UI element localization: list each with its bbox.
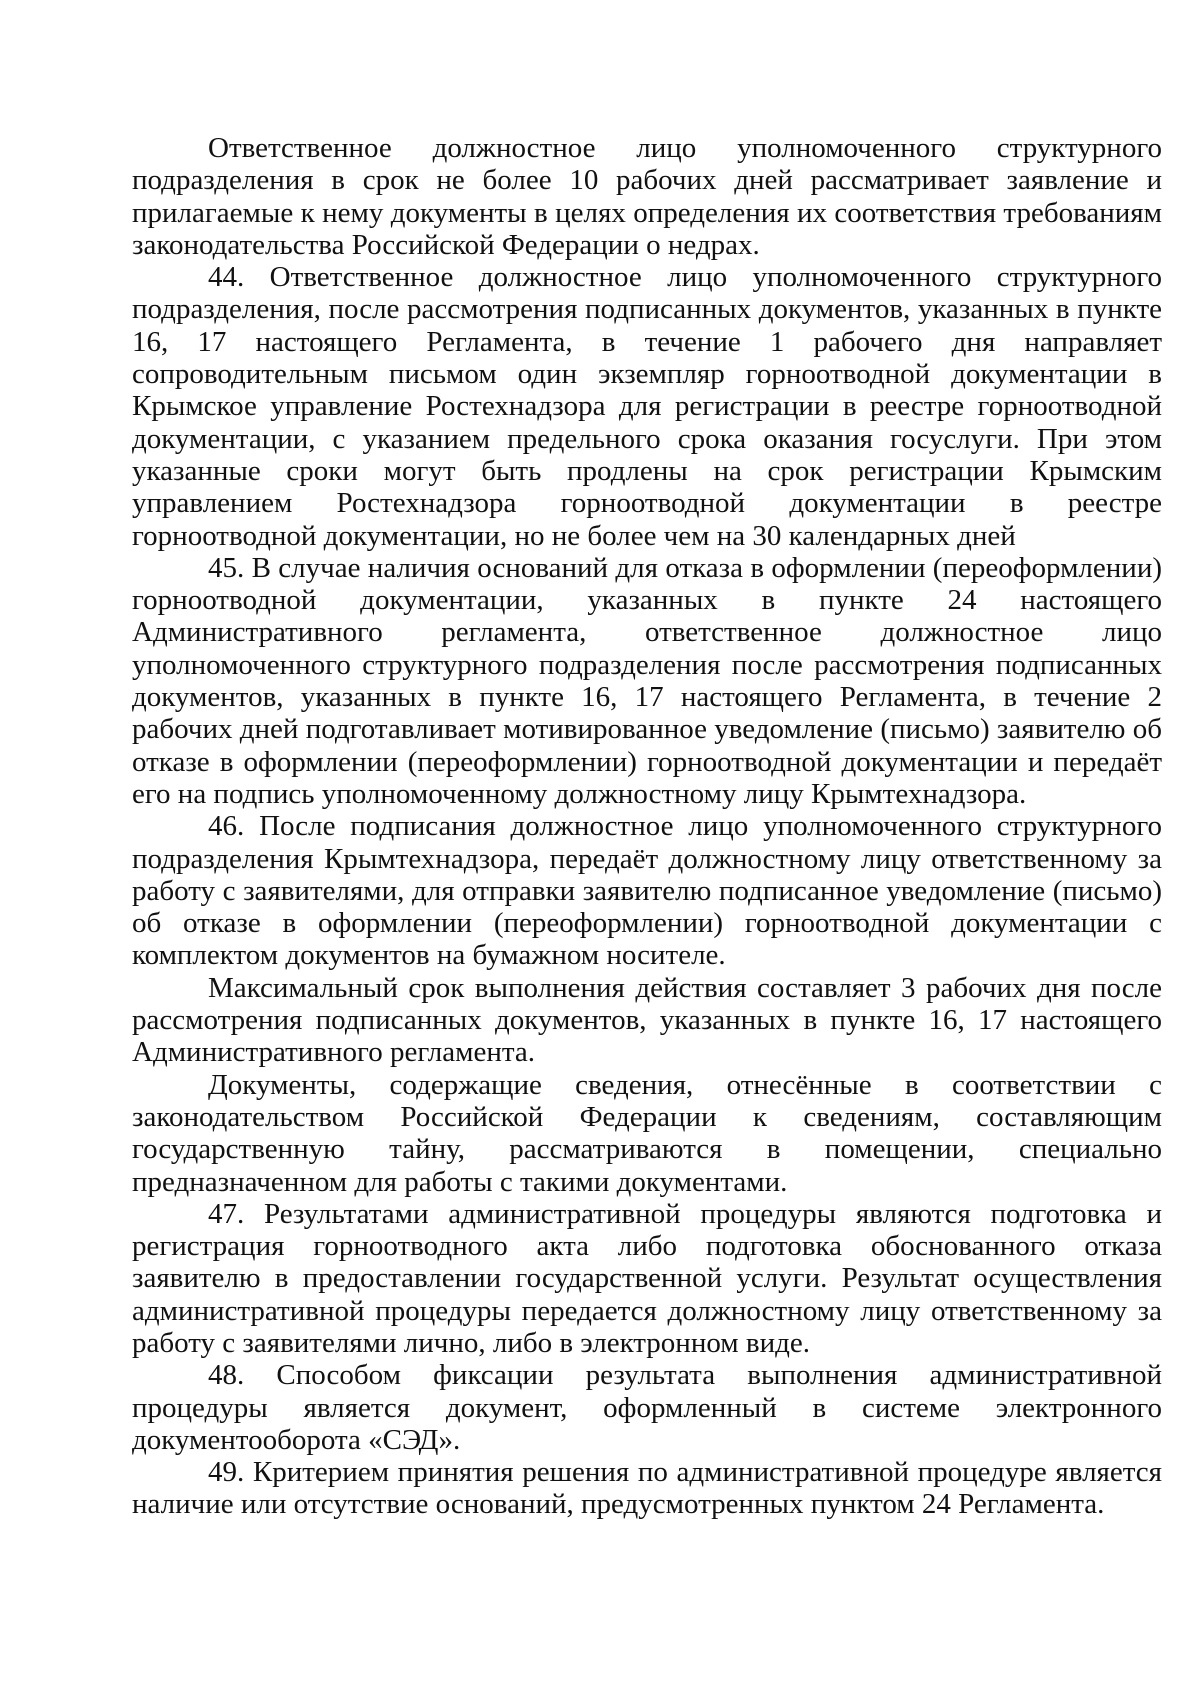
paragraph-max-term: Максимальный срок выполнения действия составляет 3 рабочих дня после рассмотрения подписанных документов, указанных в пункте 16, 17 настоящего Административного регламента. [132,971,1162,1069]
paragraph-45: 45. В случае наличия оснований для отказа в оформлении (переоформлении) горноотводной документации, указанных в пункте 24 настоящего Административного регламента, ответственное должностное лицо уполномоченного структурного подразделения после рассмотрения подписанных документов, указанных в пункте 16, 17 настоящего Регламента, в течение 2 рабочих дней подготавливает мотивированное уведомление (письмо) заявителю об отказе в оформлении (переоформлении) горноотводной документации и передаёт его на подпись уполномоченному должностному лицу Крымтехнадзора. [132,551,1162,810]
paragraph-47: 47. Результатами административной процедуры являются подготовка и регистрация горноотводного акта либо подготовка обоснованного отказа заявителю в предоставлении государственной услуги. Результат осуществления административной процедуры передается должностному лицу ответственному за работу с заявителями лично, либо в электронном виде. [132,1197,1162,1359]
document-page [132,132,1162,1521]
paragraph-49: 49. Критерием принятия решения по административной процедуре является наличие или отсутствие оснований, предусмотренных пунктом 24 Регламента. [132,1456,1162,1521]
paragraph-48: 48. Способом фиксации результата выполнения административной процедуры является документ, оформленный в системе электронного документооборота «СЭД». [132,1359,1162,1456]
paragraph-46: 46. После подписания должностное лицо уполномоченного структурного подразделения Крымтехнадзора, передаёт должностному лицу ответственному за работу с заявителями, для отправки заявителю подписанное уведомление (письмо) об отказе в оформлении (переоформлении) горноотводной документации с комплектом документов на бумажном носителе. [132,810,1162,972]
paragraph-intro: Ответственное должностное лицо уполномоченного структурного подразделения в срок не более 10 рабочих дней рассматривает заявление и прилагаемые к нему документы в целях определения их соответствия требованиям законодательства Российской Федерации о недрах. [132,132,1162,261]
paragraph-44: 44. Ответственное должностное лицо уполномоченного структурного подразделения, после рассмотрения подписанных документов, указанных в пункте 16, 17 настоящего Регламента, в течение 1 рабочего дня направляет сопроводительным письмом один экземпляр горноотводной документации в Крымское управление Ростехнадзора для регистрации в реестре горноотводной документации, с указанием предельного срока оказания госуслуги. При этом указанные сроки могут быть продлены на срок регистрации Крымским управлением Ростехнадзора горноотводной документации в реестре горноотводной документации, но не более чем на 30 календарных дней [132,261,1162,552]
paragraph-secret-documents: Документы, содержащие сведения, отнесённые в соответствии с законодательством Российской Федерации к сведениям, составляющим государственную тайну, рассматриваются в помещении, специально предназначенном для работы с такими документами. [132,1068,1162,1198]
